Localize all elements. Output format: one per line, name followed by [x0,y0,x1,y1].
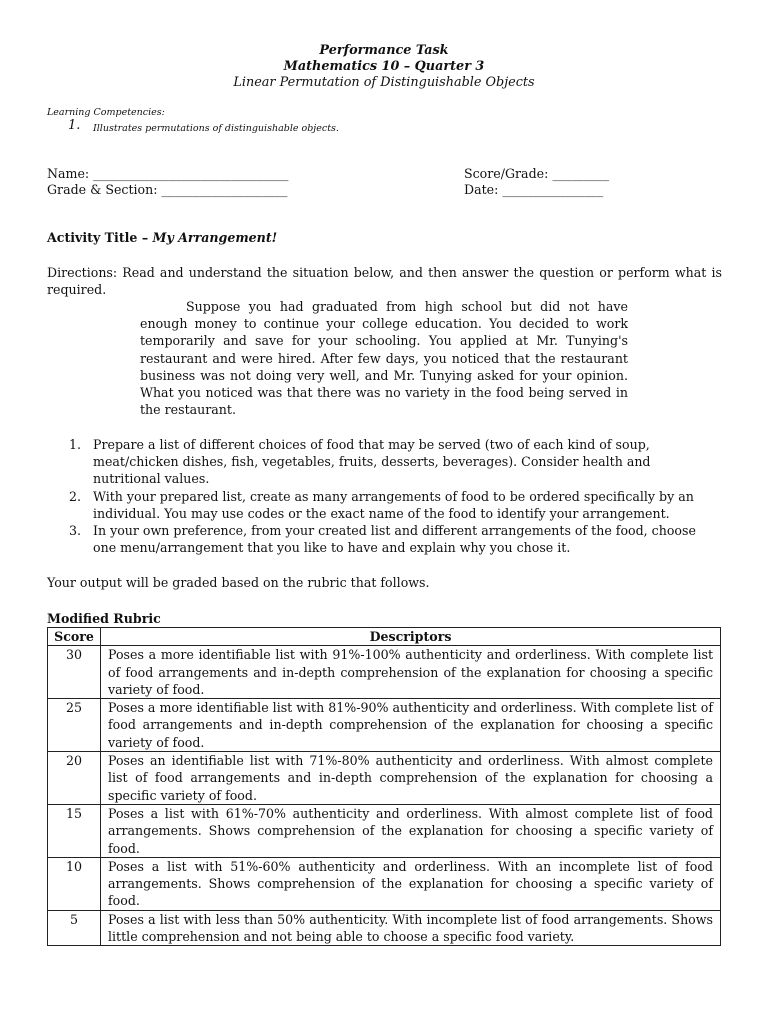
task-number: 1. [69,437,82,452]
directions: Directions: Read and understand the situation below, and then answer the question or perform what is required. [47,265,722,298]
descriptor-cell: Poses a list with 51%-60% authenticity and orderliness. With an incomplete list of food arrangements. Shows comprehension of the explanation for choosing a specific variety of food. [101,857,721,910]
rubric-title: Modified Rubric [47,611,161,626]
table-row [48,752,721,805]
score-cell: 15 [48,804,101,857]
score-header: Score [48,628,101,646]
score-cell: 25 [48,699,101,752]
date-field[interactable]: Date: ________________ [464,182,604,197]
score-cell: 30 [48,646,101,699]
task-list [47,436,722,556]
document-subject: Mathematics 10 – Quarter 3 [283,59,485,74]
table-row [48,910,721,946]
table-row [48,857,721,910]
score-cell: 5 [48,910,101,946]
descriptor-cell: Poses an identifiable list with 71%-80% authenticity and orderliness. With almost complete list of food arrangements and in-depth comprehension of the explanation for choosing a specific variety of food. [101,752,721,805]
name-field[interactable]: Name: _______________________________ [47,166,289,181]
competency-number: 1. [68,118,81,133]
document-title: Performance Task [319,43,449,58]
descriptor-cell: Poses a more identifiable list with 81%-90% authenticity and orderliness. With complete list of food arrangements and in-depth comprehension of the explanation for choosing a specific variety of food. [101,699,721,752]
score-cell: 20 [48,752,101,805]
task-number: 3. [69,523,82,539]
table-row [48,804,721,857]
rubric-table [47,627,721,946]
competencies-label: Learning Competencies: [47,107,165,118]
score-cell: 10 [48,857,101,910]
descriptor-cell: Poses a list with less than 50% authenticity. With incomplete list of food arrangements. Shows little comprehension and not being able to choose a specific food variety. [101,910,721,946]
output-note: Your output will be graded based on the rubric that follows. [47,575,430,590]
list-item [47,436,722,488]
score-field[interactable]: Score/Grade: _________ [464,166,610,181]
activity-label: Activity Title – [47,230,149,245]
table-header-row [48,628,721,646]
list-item [47,522,722,556]
task-number: 2. [69,488,82,504]
task-text: With your prepared list, create as many arrangements of food to be ordered specifically by an individual. You may use codes or the exact name of the food to identify your arrangement. [93,488,694,521]
activity-title [47,229,277,246]
table-row [48,699,721,752]
table-row [48,646,721,699]
document-topic: Linear Permutation of Distinguishable Objects [233,75,535,90]
task-text: Prepare a list of different choices of food that may be served (two of each kind of soup, meat/chicken dishes, fish, vegetables, fruits, desserts, beverages). Consider health and nutritional values. [93,437,651,487]
activity-name: My Arrangement! [152,230,278,245]
competency-text: Illustrates permutations of distinguishable objects. [93,123,339,134]
grade-section-field[interactable]: Grade & Section: ____________________ [47,182,288,197]
descriptor-cell: Poses a list with 61%-70% authenticity and orderliness. With almost complete list of food arrangements. Shows comprehension of the explanation for choosing a specific variety of food. [101,804,721,857]
task-text: In your own preference, from your created list and different arrangements of the food, choose one menu/arrangement that you like to have and explain why you chose it. [93,523,696,556]
descriptor-cell: Poses a more identifiable list with 91%-100% authenticity and orderliness. With complete list of food arrangements and in-depth comprehension of the explanation for choosing a specific variety of food. [101,646,721,699]
list-item [47,488,722,522]
descriptors-header: Descriptors [101,628,721,646]
situation-paragraph: Suppose you had graduated from high school but did not have enough money to continue your college education. You decided to work temporarily and save for your schooling. You applied at Mr. Tunying's restaurant and were hired. After few days, you noticed that the restaurant business was not doing very well, and Mr. Tunying asked for your opinion. What you noticed was that there was no variety in the food being served in the restaurant. [140,299,628,418]
